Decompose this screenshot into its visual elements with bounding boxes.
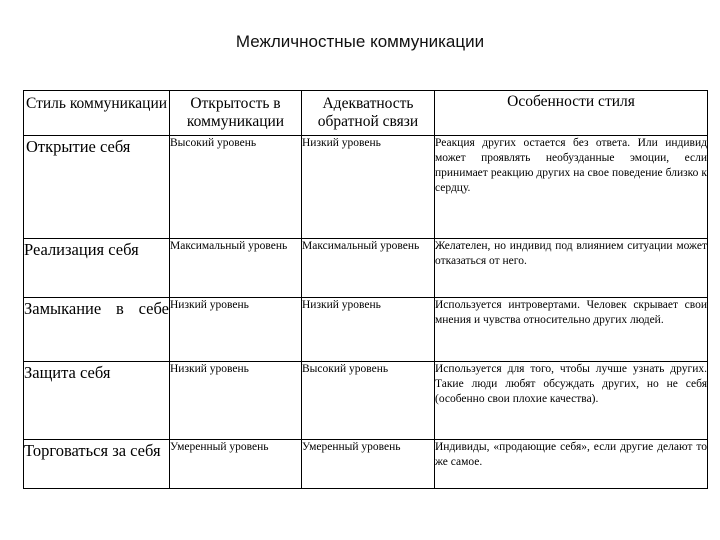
style-cell: Защита себя [24,362,170,440]
table-row [24,298,708,362]
table-row [24,239,708,298]
header-openness: Открытость в коммуникации [170,91,302,136]
style-cell: Открытие себя [24,136,170,239]
table-row [24,440,708,489]
header-feedback: Адекватность обратной связи [302,91,435,136]
feedback-cell: Максимальный уровень [302,239,435,298]
openness-cell: Низкий уровень [170,298,302,362]
feedback-cell: Низкий уровень [302,136,435,239]
openness-cell: Высокий уровень [170,136,302,239]
features-cell: Используется интровертами. Человек скрывает свои мнения и чувства относительно других людей. [435,298,708,362]
features-cell: Индивиды, «продающие себя», если другие делают то же самое. [435,440,708,489]
table-row [24,136,708,239]
feedback-cell: Умеренный уровень [302,440,435,489]
openness-cell: Максимальный уровень [170,239,302,298]
table-row [24,362,708,440]
feedback-cell: Низкий уровень [302,298,435,362]
features-cell: Реакция других остается без ответа. Или индивид может проявлять необузданные эмоции, если принимает реакцию других на свое поведение близко к сердцу. [435,136,708,239]
style-cell: Замыкание в себе [24,298,170,362]
header-style: Стиль коммуникации [24,91,170,136]
features-cell: Используется для того, чтобы лучше узнать других. Такие люди любят обсуждать других, но не себя (особенно свои плохие качества). [435,362,708,440]
communication-styles-table [23,90,708,489]
style-cell: Торговаться за себя [24,440,170,489]
features-cell: Желателен, но индивид под влиянием ситуации может отказаться от него. [435,239,708,298]
table-header-row [24,91,708,136]
header-features: Особенности стиля [435,91,708,136]
openness-cell: Низкий уровень [170,362,302,440]
openness-cell: Умеренный уровень [170,440,302,489]
page-title: Межличностные коммуникации [235,32,485,51]
style-cell: Реализация себя [24,239,170,298]
feedback-cell: Высокий уровень [302,362,435,440]
